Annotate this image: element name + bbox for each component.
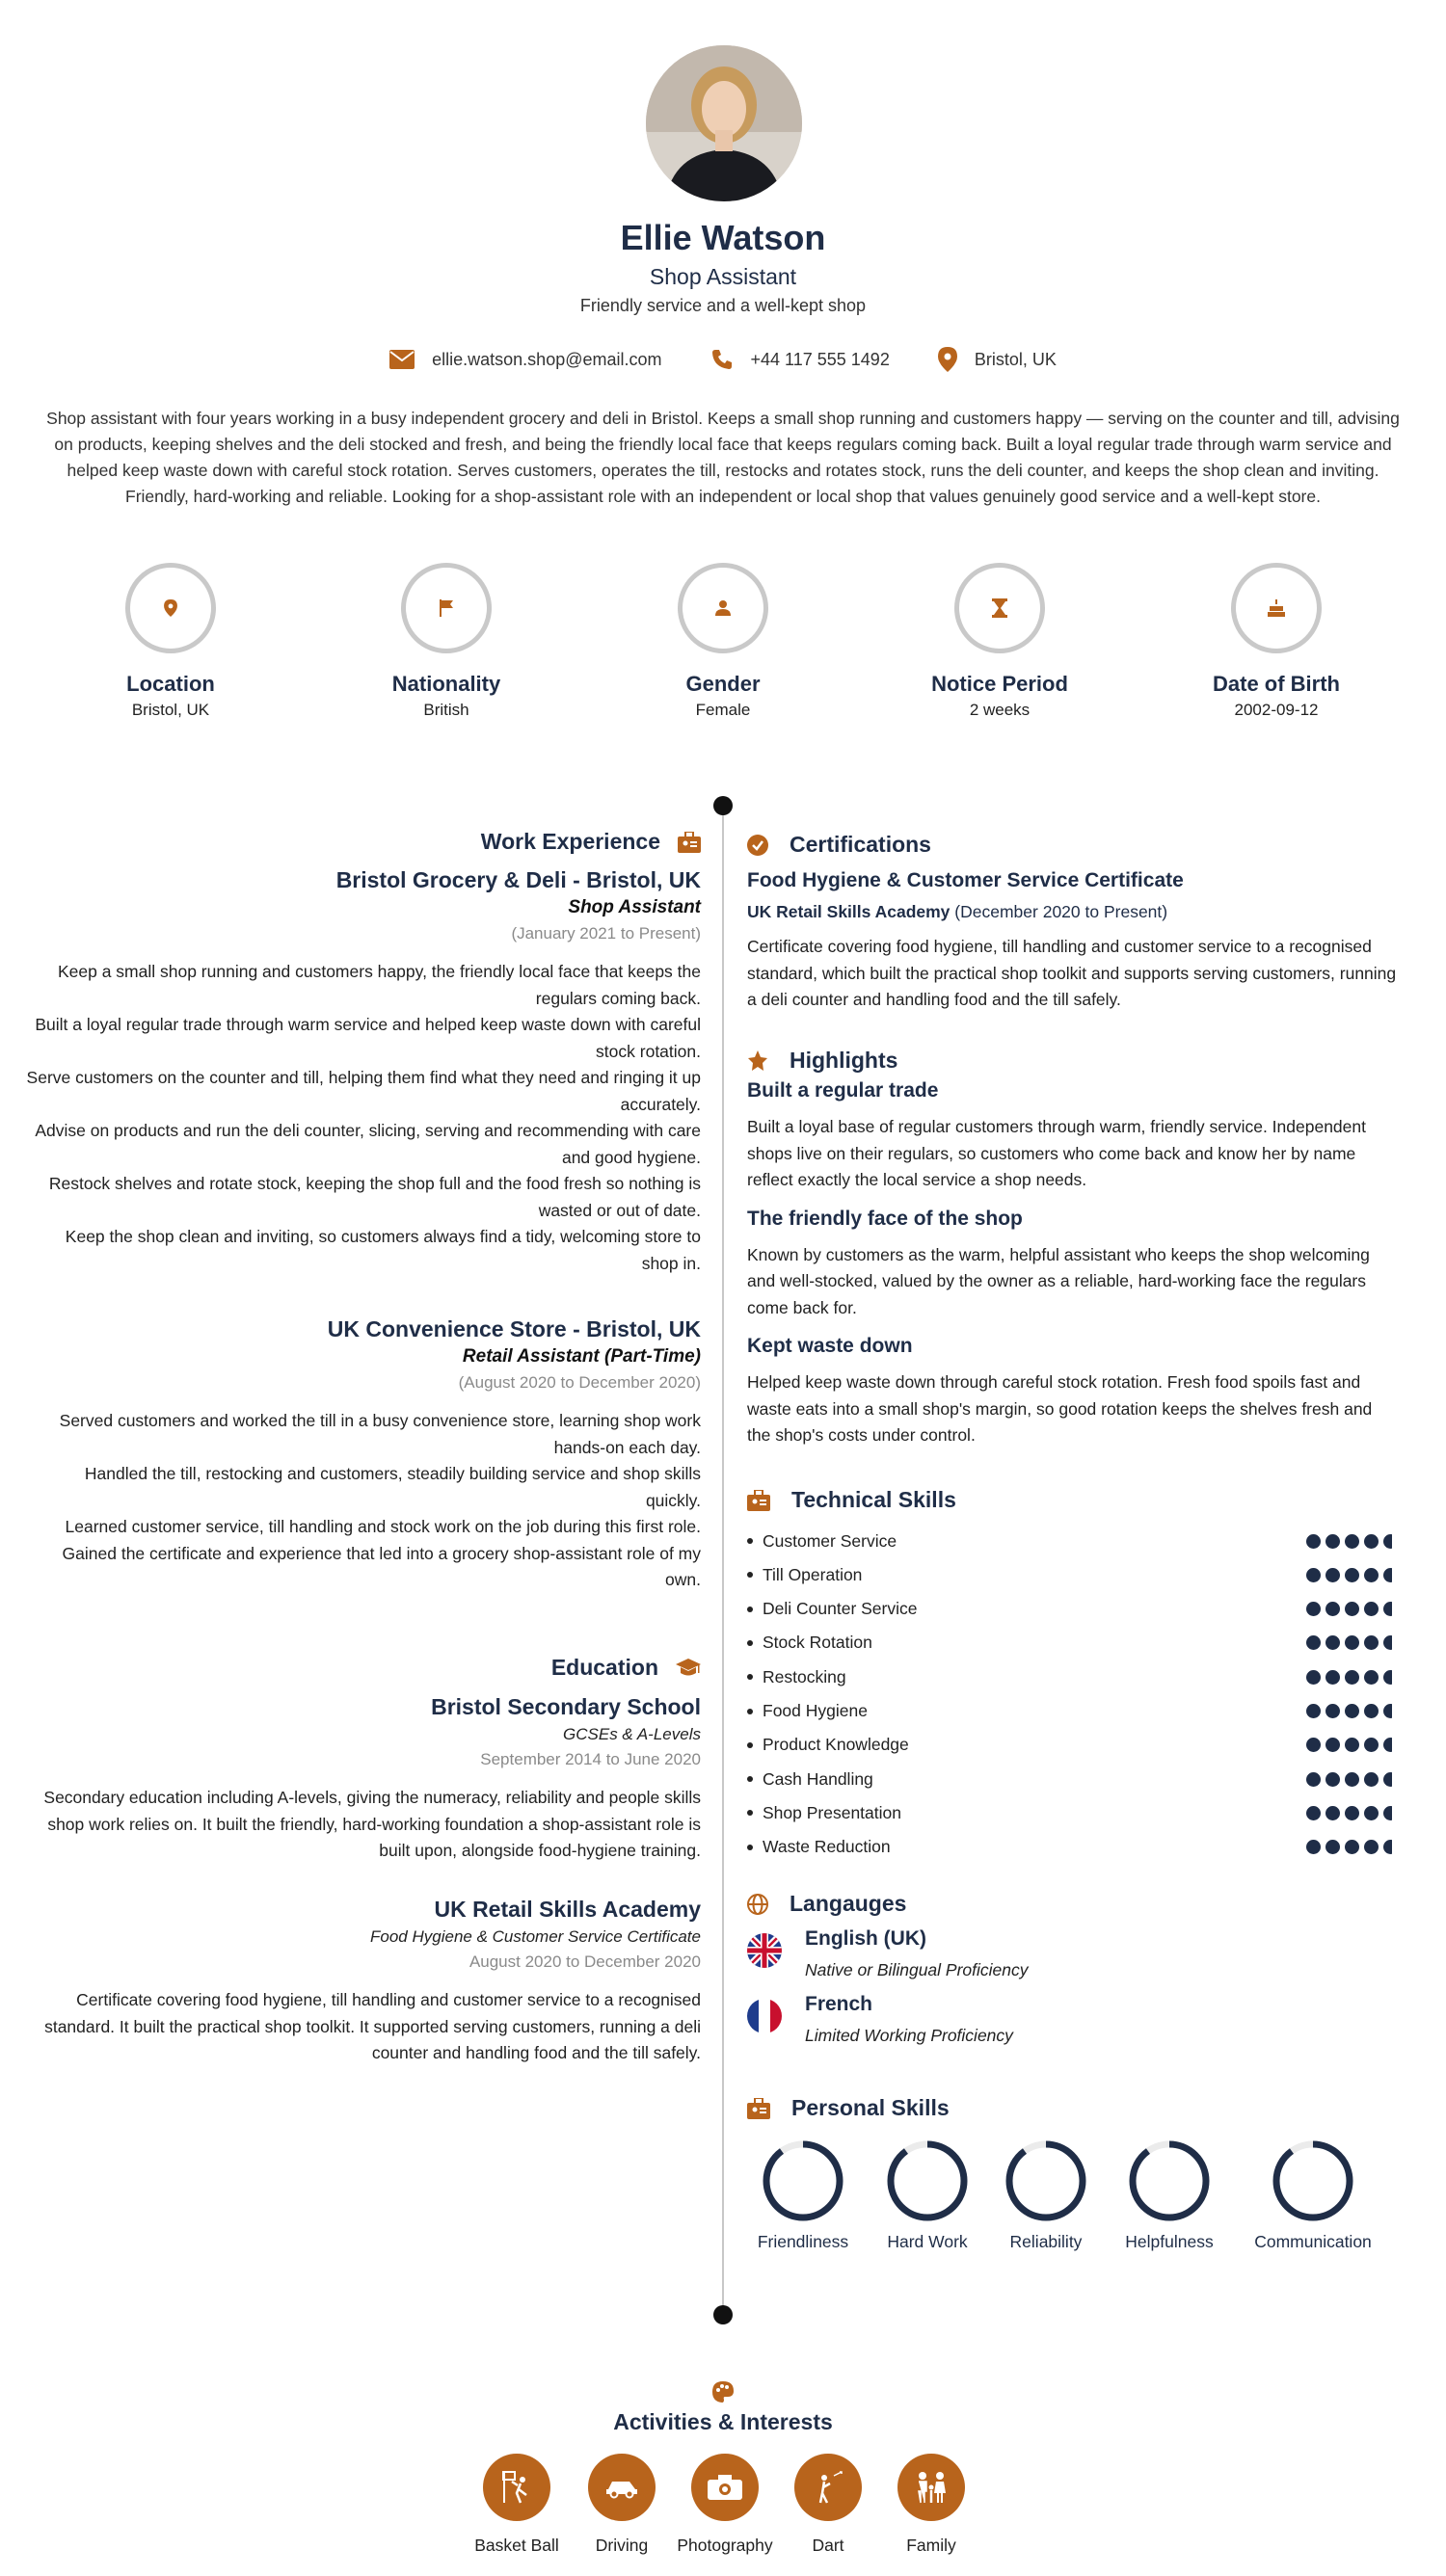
hourglass-icon — [992, 598, 1007, 618]
fact-gender — [627, 563, 819, 720]
skill-rating — [1306, 1738, 1398, 1752]
job-bullet: Keep the shop clean and inviting, so customers always find a tidy, welcoming store to shop in. — [65, 1227, 701, 1273]
rating-dot — [1364, 1670, 1379, 1685]
fact-value: British — [423, 701, 469, 719]
languages-list — [747, 1927, 1398, 2062]
palette-icon — [711, 2380, 735, 2403]
skill-rating — [1306, 1602, 1398, 1616]
rating-dot — [1306, 1704, 1321, 1718]
skill-rating — [1306, 1806, 1398, 1820]
skill-row — [747, 1833, 1398, 1862]
fact-date-of-birth — [1180, 563, 1373, 720]
rating-dot — [1326, 1840, 1340, 1854]
job-dates: (January 2021 to Present) — [511, 924, 701, 943]
highlights-heading: Highlights — [790, 1048, 898, 1073]
education-description: Certificate covering food hygiene, till handling and customer service to a recognised standard. It built the practical shop toolkit. It supported serving customers, running a deli counter and handling food and the till safely. — [44, 1990, 701, 2062]
gauge-fill — [1276, 2144, 1350, 2217]
rating-dot — [1326, 1704, 1340, 1718]
job-bullet: Served customers and worked the till in a busy convenience store, learning shop work hands-on each day. — [59, 1411, 701, 1457]
rating-dot — [1345, 1738, 1359, 1752]
skill-gauge — [1270, 2138, 1356, 2224]
fact-value: 2002-09-12 — [1234, 701, 1319, 719]
profile-summary: Shop assistant with four years working in a busy independent grocery and deli in Bristol. Keeps a small shop running and customers happy — serving on the counter and till, advising on products, keeping shelves and the deli stocked and fresh, and being the friendly local face that keeps regulars coming back. Built a loyal regular trade through warm service and helped keep waste down with careful stock rotation. Serves customers, operates the till, restocks and rotates stock, runs the deli counter, and keeps the shop clean and inviting. Friendly, hard-working and reliable. Looking for a shop-assistant role with an independent or local shop that values genuinely good service and a well-kept store. — [46, 409, 1400, 506]
rating-dot — [1383, 1840, 1398, 1854]
rating-dot — [1306, 1568, 1321, 1582]
rating-dot — [1364, 1704, 1379, 1718]
skill-name: Stock Rotation — [763, 1633, 872, 1653]
personal-skill-label: Communication — [1254, 2232, 1372, 2251]
personal-skill-label: Friendliness — [757, 2232, 849, 2251]
skill-name: Shop Presentation — [763, 1802, 901, 1822]
activity-label: Dart — [812, 2536, 844, 2555]
bullet-dot — [747, 1810, 753, 1816]
activity-label: Basket Ball — [474, 2536, 559, 2555]
job-company: UK Convenience Store - Bristol, UK — [327, 1316, 701, 1341]
rating-dot — [1364, 1602, 1379, 1616]
contact-phone[interactable] — [710, 347, 890, 372]
fact-value: 2 weeks — [969, 701, 1031, 719]
activity-label: Driving — [595, 2536, 649, 2555]
certification-description: Certificate covering food hygiene, till handling and customer service to a recognised standard, which built the practical shop toolkit and supports serving customers, running a deli counter and handling food and the till safely. — [747, 937, 1397, 1009]
technical-skills-heading: Technical Skills — [791, 1487, 956, 1512]
personal-skill-label: Hard Work — [887, 2232, 968, 2251]
rating-dot — [1383, 1602, 1398, 1616]
bullet-dot — [747, 1607, 753, 1612]
france-flag-icon — [747, 1999, 782, 2033]
skill-rating — [1306, 1568, 1398, 1582]
skill-name: Cash Handling — [763, 1768, 873, 1789]
rating-dot — [1383, 1704, 1398, 1718]
fact-label: Location — [126, 672, 215, 696]
rating-dot — [1326, 1772, 1340, 1787]
rating-dot — [1345, 1534, 1359, 1549]
rating-dot — [1326, 1534, 1340, 1549]
personal-skills-section — [747, 2095, 1398, 2121]
personal-skill — [1107, 2138, 1232, 2252]
rating-dot — [1306, 1840, 1321, 1854]
cake-icon — [1268, 599, 1285, 617]
bullet-dot — [747, 1709, 753, 1714]
personal-skill — [983, 2138, 1109, 2252]
rating-dot — [1326, 1738, 1340, 1752]
job-role: Shop Assistant — [568, 897, 701, 917]
rating-dot — [1326, 1806, 1340, 1820]
activity-item — [464, 2454, 570, 2557]
personal-skill-label: Reliability — [1009, 2232, 1083, 2251]
skill-row — [747, 1662, 1398, 1691]
education-school: UK Retail Skills Academy — [434, 1897, 701, 1922]
language-name: English (UK) — [805, 1927, 926, 1950]
highlight-description: Helped keep waste down through careful stock rotation. Fresh food spoils fast and waste eats into a small shop's margin, so good rotation keeps the shelves fresh and the shop's costs under control. — [747, 1372, 1373, 1445]
skill-rating — [1306, 1704, 1398, 1718]
rating-dot — [1345, 1704, 1359, 1718]
gauge-fill — [1133, 2144, 1206, 2217]
rating-dot — [1383, 1635, 1398, 1650]
rating-dot — [1345, 1602, 1359, 1616]
rating-dot — [1383, 1738, 1398, 1752]
rating-dot — [1383, 1534, 1398, 1549]
star-hand-icon — [747, 1050, 768, 1072]
languages-section — [747, 1891, 1398, 1917]
fact-notice-period — [903, 563, 1096, 720]
skill-gauge — [1003, 2138, 1089, 2224]
language-level: Native or Bilingual Proficiency — [805, 1960, 1029, 1979]
skill-rating — [1306, 1635, 1398, 1650]
car-icon — [604, 2476, 639, 2499]
activity-item — [569, 2454, 675, 2557]
rating-dot — [1364, 1772, 1379, 1787]
rating-dot — [1383, 1806, 1398, 1820]
job-bullets — [26, 959, 701, 1277]
contact-email[interactable] — [389, 347, 661, 372]
rating-dot — [1306, 1635, 1321, 1650]
rating-dot — [1383, 1670, 1398, 1685]
rating-dot — [1345, 1635, 1359, 1650]
gauge-fill — [766, 2144, 840, 2217]
job-bullet: Built a loyal regular trade through warm service and helped keep waste down with careful stock rotation. — [35, 1015, 701, 1061]
candidate-tagline: Friendly service and a well-kept shop — [579, 296, 867, 315]
education-degree: GCSEs & A-Levels — [563, 1725, 701, 1743]
fact-label: Nationality — [391, 672, 501, 696]
phone-icon — [710, 348, 734, 371]
rating-dot — [1326, 1568, 1340, 1582]
language-level: Limited Working Proficiency — [805, 2026, 1013, 2045]
certification-issuer: UK Retail Skills Academy — [747, 902, 951, 921]
job-bullet: Handled the till, restocking and customers, steadily building service and shop skills quickly. — [84, 1464, 701, 1510]
bullet-dot — [747, 1742, 753, 1748]
education-school: Bristol Secondary School — [431, 1694, 701, 1719]
job-entry — [26, 867, 701, 1277]
basketball-icon — [499, 2470, 534, 2505]
highlights-section — [747, 1048, 1398, 1449]
personal-skill — [1250, 2138, 1376, 2252]
personal-skills-list — [747, 2138, 1398, 2253]
certifications-heading: Certifications — [790, 832, 931, 857]
rating-dot — [1345, 1568, 1359, 1582]
skill-gauge — [884, 2138, 971, 2224]
family-icon — [913, 2470, 950, 2505]
activities-heading: Activities & Interests — [613, 2409, 833, 2434]
skill-row — [747, 1697, 1398, 1726]
candidate-title: Shop Assistant — [649, 264, 797, 289]
contact-location — [938, 347, 1057, 372]
dart-icon — [811, 2470, 845, 2505]
technical-skills-list — [747, 1527, 1398, 1873]
certifications-section — [747, 832, 1398, 1014]
fact-label: Date of Birth — [1213, 672, 1340, 696]
bullet-dot — [747, 1538, 753, 1544]
highlight-description: Built a loyal base of regular customers through warm, friendly service. Independent shops live on their regulars, so customers who come back and know her by name reflect exactly the local service a shop needs. — [747, 1117, 1366, 1189]
fact-label: Gender — [685, 672, 761, 696]
rating-dot — [1345, 1772, 1359, 1787]
contact-bar — [0, 347, 1446, 372]
personal-facts — [0, 563, 1446, 736]
rating-dot — [1364, 1635, 1379, 1650]
work-experience-section — [26, 829, 701, 855]
timeline-line — [722, 806, 724, 2317]
job-entry — [26, 1316, 701, 1594]
envelope-icon — [389, 350, 415, 369]
language-name: French — [805, 1993, 873, 2015]
bullet-dot — [747, 1674, 753, 1680]
skill-row — [747, 1560, 1398, 1589]
skill-name: Restocking — [763, 1666, 846, 1686]
skill-rating — [1306, 1534, 1398, 1549]
rating-dot — [1326, 1670, 1340, 1685]
skill-row — [747, 1595, 1398, 1624]
personal-skill — [740, 2138, 866, 2252]
rating-dot — [1326, 1602, 1340, 1616]
job-dates: (August 2020 to December 2020) — [458, 1373, 701, 1392]
activity-item — [775, 2454, 881, 2557]
rating-dot — [1364, 1534, 1379, 1549]
job-bullet: Gained the certificate and experience that led into a grocery shop-assistant role of my own. — [62, 1543, 701, 1589]
job-bullet: Learned customer service, till handling and stock work on the job during this first role. — [65, 1517, 701, 1536]
education-entry — [26, 1897, 701, 2067]
activity-item — [878, 2454, 984, 2557]
fact-value: Female — [695, 701, 751, 719]
highlight-title: Built a regular trade — [747, 1079, 939, 1102]
briefcase-badge-icon — [678, 832, 701, 853]
certification-dates: (December 2020 to Present) — [954, 902, 1168, 921]
rating-dot — [1345, 1840, 1359, 1854]
skill-name: Customer Service — [763, 1530, 897, 1551]
bullet-dot — [747, 1845, 753, 1850]
job-bullet: Serve customers on the counter and till, helping them find what they need and ringing it up accurately. — [26, 1068, 701, 1114]
activity-label: Family — [906, 2536, 956, 2555]
education-degree: Food Hygiene & Customer Service Certificate — [370, 1927, 701, 1946]
fact-value: Bristol, UK — [131, 701, 210, 719]
activity-label: Photography — [677, 2536, 773, 2555]
languages-heading: Langauges — [790, 1891, 907, 1916]
globe-icon — [747, 1894, 768, 1915]
education-heading: Education — [550, 1655, 658, 1680]
skill-gauge — [760, 2138, 846, 2224]
rating-dot — [1306, 1772, 1321, 1787]
rating-dot — [1345, 1670, 1359, 1685]
contact-phone-text: +44 117 555 1492 — [750, 349, 890, 369]
personal-skill-label: Helpfulness — [1125, 2232, 1214, 2251]
rating-dot — [1306, 1738, 1321, 1752]
timeline-start-dot — [713, 796, 733, 815]
timeline-end-dot — [713, 2305, 733, 2324]
gauge-fill — [891, 2144, 964, 2217]
fact-label: Notice Period — [931, 672, 1068, 696]
certification-meta — [747, 902, 1398, 922]
briefcase-badge-icon — [747, 2098, 770, 2119]
uk-flag-icon — [747, 1933, 782, 1968]
rating-dot — [1364, 1568, 1379, 1582]
education-dates: August 2020 to December 2020 — [469, 1952, 701, 1971]
skill-name: Waste Reduction — [763, 1837, 891, 1857]
certification-title: Food Hygiene & Customer Service Certificate — [747, 869, 1184, 891]
camera-icon — [708, 2475, 742, 2500]
rating-dot — [1345, 1806, 1359, 1820]
highlight-title: Kept waste down — [747, 1335, 913, 1357]
rating-dot — [1306, 1602, 1321, 1616]
flag-icon — [439, 599, 454, 617]
rating-dot — [1364, 1840, 1379, 1854]
skill-row — [747, 1527, 1398, 1555]
fact-nationality — [350, 563, 543, 720]
job-role: Retail Assistant (Part-Time) — [462, 1346, 701, 1367]
rating-dot — [1364, 1806, 1379, 1820]
activity-item — [672, 2454, 778, 2557]
graduation-cap-icon — [676, 1659, 701, 1678]
rating-dot — [1383, 1568, 1398, 1582]
fact-location — [74, 563, 267, 720]
rating-dot — [1364, 1738, 1379, 1752]
education-dates: September 2014 to June 2020 — [480, 1750, 701, 1768]
skill-row — [747, 1731, 1398, 1760]
job-bullet: Keep a small shop running and customers happy, the friendly local face that keeps the regulars coming back. — [57, 962, 701, 1008]
skill-name: Product Knowledge — [763, 1735, 909, 1755]
skill-rating — [1306, 1670, 1398, 1685]
skill-name: Food Hygiene — [763, 1701, 868, 1720]
skill-name: Deli Counter Service — [763, 1599, 918, 1619]
technical-skills-section — [747, 1487, 1398, 1513]
job-company: Bristol Grocery & Deli - Bristol, UK — [335, 867, 701, 892]
skill-gauge — [1126, 2138, 1213, 2224]
skill-rating — [1306, 1840, 1398, 1854]
highlight-description: Known by customers as the warm, helpful assistant who keeps the shop welcoming and well-stocked, valued by the owner as a reliable, hard-working face the regulars come back for. — [747, 1244, 1370, 1317]
education-description: Secondary education including A-levels, giving the numeracy, reliability and people skills shop work relies on. It built the friendly, hard-working foundation a shop-assistant role is built upon, alongside food-hygiene training. — [43, 1788, 701, 1860]
rating-dot — [1326, 1635, 1340, 1650]
job-bullets — [26, 1408, 701, 1594]
rating-dot — [1306, 1534, 1321, 1549]
briefcase-badge-icon — [747, 1490, 770, 1511]
skill-row — [747, 1629, 1398, 1658]
person-icon — [714, 599, 732, 617]
education-entry — [26, 1694, 701, 1865]
certificate-badge-icon — [747, 835, 768, 856]
candidate-name: Ellie Watson — [620, 218, 826, 257]
personal-skills-heading: Personal Skills — [791, 2095, 950, 2120]
skill-rating — [1306, 1772, 1398, 1787]
job-bullet: Restock shelves and rotate stock, keeping the shop full and the food fresh so nothing is wasted or out of date. — [48, 1174, 701, 1220]
education-section — [26, 1655, 701, 1681]
location-pin-icon — [164, 599, 177, 617]
work-experience-heading: Work Experience — [480, 829, 660, 854]
contact-email-text: ellie.watson.shop@email.com — [432, 349, 662, 369]
skill-row — [747, 1765, 1398, 1793]
job-bullet: Advise on products and run the deli counter, slicing, serving and recommending with care and good hygiene. — [35, 1121, 701, 1167]
highlight-title: The friendly face of the shop — [747, 1207, 1023, 1230]
skill-name: Till Operation — [763, 1564, 863, 1584]
bullet-dot — [747, 1640, 753, 1646]
profile-photo — [646, 45, 802, 201]
skill-row — [747, 1798, 1398, 1827]
gauge-fill — [1009, 2144, 1083, 2217]
location-pin-icon — [938, 347, 957, 372]
rating-dot — [1306, 1806, 1321, 1820]
bullet-dot — [747, 1776, 753, 1782]
contact-location-text: Bristol, UK — [974, 349, 1057, 369]
bullet-dot — [747, 1572, 753, 1578]
rating-dot — [1306, 1670, 1321, 1685]
rating-dot — [1383, 1772, 1398, 1787]
personal-skill — [865, 2138, 990, 2252]
